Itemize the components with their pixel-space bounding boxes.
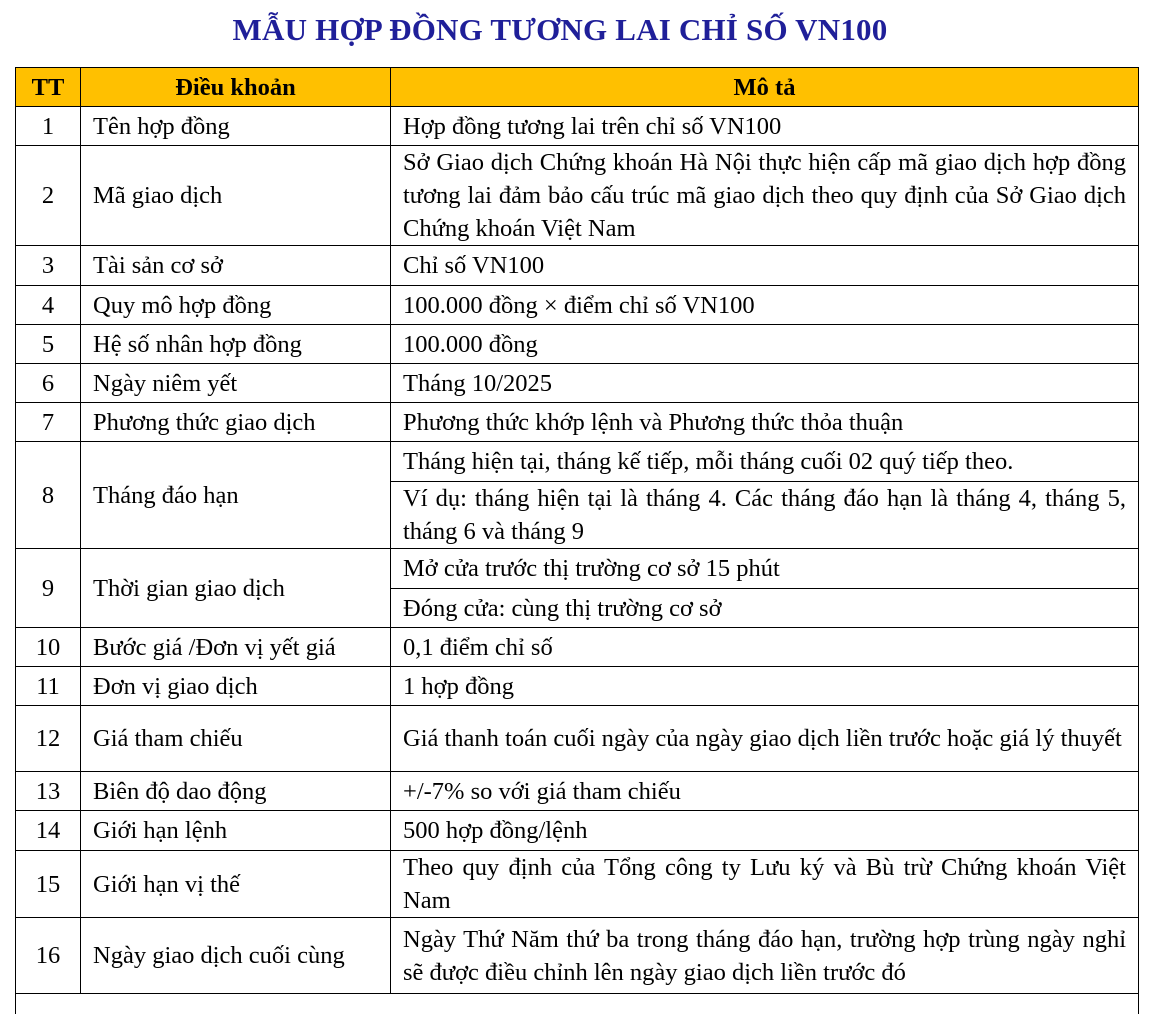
description-cell: Mở cửa trước thị trường cơ sở 15 phút: [391, 549, 1139, 589]
term-cell: Thời gian giao dịch: [81, 549, 391, 628]
description-cell: Hợp đồng tương lai trên chỉ số VN100: [391, 107, 1139, 146]
description-cell: 100.000 đồng × điểm chỉ số VN100: [391, 286, 1139, 325]
row-number: 4: [16, 286, 81, 325]
table-row: [16, 403, 1139, 442]
table-header-row: [16, 68, 1139, 107]
term-cell: Giới hạn vị thế: [81, 851, 391, 918]
table-row: [16, 628, 1139, 667]
row-number: 11: [16, 667, 81, 706]
description-cell: 100.000 đồng: [391, 325, 1139, 364]
row-number: 15: [16, 851, 81, 918]
table-row: [16, 549, 1139, 589]
row-number: 5: [16, 325, 81, 364]
row-number: 8: [16, 442, 81, 549]
table-row: [16, 442, 1139, 482]
description-cell: Tháng 10/2025: [391, 364, 1139, 403]
description-cell: Chỉ số VN100: [391, 246, 1139, 286]
term-cell: Giá tham chiếu: [81, 706, 391, 772]
row-number: 12: [16, 706, 81, 772]
description-cell: Tháng hiện tại, tháng kế tiếp, mỗi tháng cuối 02 quý tiếp theo.: [391, 442, 1139, 482]
row-number: 13: [16, 772, 81, 811]
table-body: [16, 107, 1139, 1014]
term-cell: Tài sản cơ sở: [81, 246, 391, 286]
term-cell: Ngày niêm yết: [81, 364, 391, 403]
term-cell: Biên độ dao động: [81, 772, 391, 811]
table-row: [16, 918, 1139, 994]
table-row: [16, 994, 1139, 1014]
table-row: [16, 772, 1139, 811]
header-term: Điều khoản: [81, 68, 391, 107]
empty-cell: [16, 994, 1139, 1014]
term-cell: Bước giá /Đơn vị yết giá: [81, 628, 391, 667]
table-row: [16, 667, 1139, 706]
table-row: [16, 286, 1139, 325]
description-cell: Đóng cửa: cùng thị trường cơ sở: [391, 589, 1139, 628]
description-cell: Theo quy định của Tổng công ty Lưu ký và Bù trừ Chứng khoán Việt Nam: [391, 851, 1139, 918]
row-number: 14: [16, 811, 81, 851]
header-desc: Mô tả: [391, 68, 1139, 107]
header-tt: TT: [16, 68, 81, 107]
description-cell: Sở Giao dịch Chứng khoán Hà Nội thực hiện cấp mã giao dịch hợp đồng tương lai đảm bảo cấu trúc mã giao dịch theo quy định của Sở Giao dịch Chứng khoán Việt Nam: [391, 146, 1139, 246]
row-number: 3: [16, 246, 81, 286]
table-row: [16, 107, 1139, 146]
description-cell: +/-7% so với giá tham chiếu: [391, 772, 1139, 811]
table-row: [16, 706, 1139, 772]
term-cell: Tháng đáo hạn: [81, 442, 391, 549]
description-cell: 1 hợp đồng: [391, 667, 1139, 706]
row-number: 1: [16, 107, 81, 146]
description-cell: Ví dụ: tháng hiện tại là tháng 4. Các tháng đáo hạn là tháng 4, tháng 5, tháng 6 và tháng 9: [391, 482, 1139, 549]
row-number: 16: [16, 918, 81, 994]
row-number: 2: [16, 146, 81, 246]
contract-spec-table: [15, 67, 1139, 1014]
description-cell: Ngày Thứ Năm thứ ba trong tháng đáo hạn, trường hợp trùng ngày nghỉ sẽ được điều chỉnh lên ngày giao dịch liền trước đó: [391, 918, 1139, 994]
description-cell: Phương thức khớp lệnh và Phương thức thỏa thuận: [391, 403, 1139, 442]
description-cell: Giá thanh toán cuối ngày của ngày giao dịch liền trước hoặc giá lý thuyết: [391, 706, 1139, 772]
page-title: MẪU HỢP ĐỒNG TƯƠNG LAI CHỈ SỐ VN100: [232, 12, 888, 47]
table-row: [16, 146, 1139, 246]
term-cell: Giới hạn lệnh: [81, 811, 391, 851]
term-cell: Quy mô hợp đồng: [81, 286, 391, 325]
table-row: [16, 364, 1139, 403]
term-cell: Đơn vị giao dịch: [81, 667, 391, 706]
table-row: [16, 811, 1139, 851]
row-number: 6: [16, 364, 81, 403]
table-row: [16, 851, 1139, 918]
description-cell: 500 hợp đồng/lệnh: [391, 811, 1139, 851]
term-cell: Hệ số nhân hợp đồng: [81, 325, 391, 364]
row-number: 9: [16, 549, 81, 628]
term-cell: Phương thức giao dịch: [81, 403, 391, 442]
term-cell: Mã giao dịch: [81, 146, 391, 246]
row-number: 10: [16, 628, 81, 667]
description-cell: 0,1 điểm chỉ số: [391, 628, 1139, 667]
row-number: 7: [16, 403, 81, 442]
table-row: [16, 246, 1139, 286]
term-cell: Tên hợp đồng: [81, 107, 391, 146]
term-cell: Ngày giao dịch cuối cùng: [81, 918, 391, 994]
table-row: [16, 325, 1139, 364]
